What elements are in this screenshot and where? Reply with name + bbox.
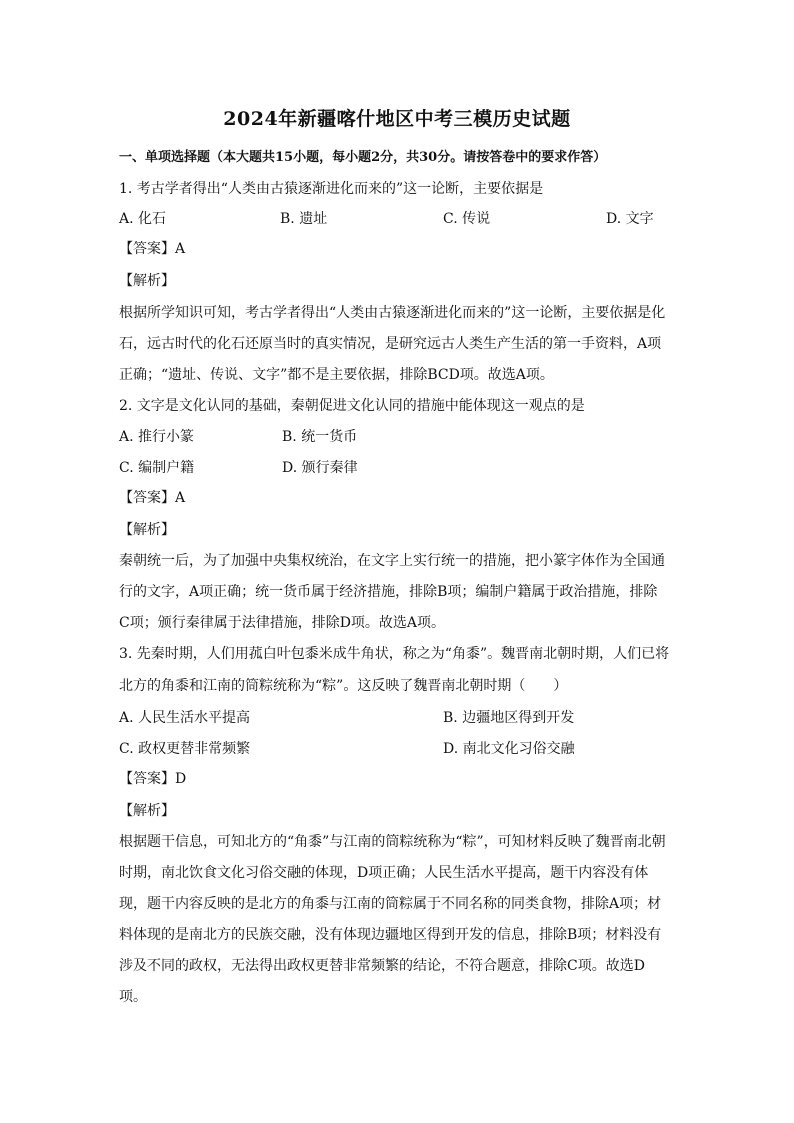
- q2-stem: 2. 文字是文化认同的基础，秦朝促进文化认同的措施中能体现这一观点的是: [119, 398, 585, 414]
- q1-stem: 1. 考古学者得出“人类由古猿逐渐进化而来的”这一论断，主要依据是: [119, 181, 544, 197]
- q2-option-b: B. 统一货币: [282, 429, 358, 445]
- answer-value: D: [175, 771, 187, 787]
- q3-option-c: C. 政权更替非常频繁: [119, 741, 251, 757]
- q2-analysis-line: 秦朝统一后，为了加强中央集权统治，在文字上实行统一的措施，把小篆字体作为全国通: [119, 553, 665, 569]
- answer-label: 【答案】: [119, 241, 175, 257]
- q3-answer: [119, 768, 186, 788]
- q3-analysis-line: 料体现的是南北方的民族交融，没有体现边疆地区得到开发的信息，排除B项；材料没有: [119, 927, 662, 943]
- q1-analysis-line: 正确；“遗址、传说、文字”都不是主要依据，排除BCD项。故选A项。: [119, 367, 554, 383]
- q3-stem: 北方的角黍和江南的筒粽统称为“粽”。这反映了魏晋南北朝时期（ ）: [119, 678, 568, 694]
- q1-analysis-label: 【解析】: [119, 273, 175, 289]
- answer-label: 【答案】: [119, 490, 175, 506]
- q3-option-d: D. 南北文化习俗交融: [443, 741, 575, 757]
- q2-analysis-line: C项；颁行秦律属于法律措施，排除D项。故选A项。: [119, 615, 446, 631]
- q3-stem: 3. 先秦时期，人们用菰白叶包黍米成牛角状，称之为“角黍”。魏晋南北朝时期，人们已将: [119, 646, 670, 662]
- q3-analysis-label: 【解析】: [119, 803, 175, 819]
- q2-analysis-label: 【解析】: [119, 522, 175, 538]
- page-title: 2024年新疆喀什地区中考三模历史试题: [223, 108, 571, 130]
- q3-analysis-line: 根据题干信息，可知北方的“角黍”与江南的筒粽统称为“粽”，可知材料反映了魏晋南北朝: [119, 834, 666, 850]
- q2-option-d: D. 颁行秦律: [282, 460, 358, 476]
- q1-analysis-line: 石，远古时代的化石还原当时的真实情况，是研究远古人类生产生活的第一手资料，A项: [119, 336, 662, 352]
- q1-analysis-line: 根据所学知识可知，考古学者得出“人类由古猿逐渐进化而来的”这一论断，主要依据是化: [119, 305, 666, 321]
- q2-answer: [119, 487, 185, 507]
- answer-value: A: [175, 241, 186, 257]
- q3-analysis-line: 现，题干内容反映的是北方的角黍与江南的筒粽属于不同名称的同类食物，排除A项；材: [119, 896, 662, 912]
- q1-option-c: C. 传说: [443, 211, 491, 227]
- q3-analysis-line: 项。: [119, 989, 147, 1005]
- section-header: 一、单项选择题（本大题共15小题，每小题2分，共30分。请按答卷中的要求作答）: [119, 150, 607, 165]
- q2-option-c: C. 编制户籍: [119, 460, 195, 476]
- q3-option-a: A. 人民生活水平提高: [119, 710, 251, 726]
- q1-option-b: B. 遗址: [280, 211, 328, 227]
- q3-analysis-line: 涉及不同的政权，无法得出政权更替非常频繁的结论，不符合题意，排除C项。故选D: [119, 958, 645, 974]
- answer-value: A: [175, 490, 186, 506]
- answer-label: 【答案】: [119, 771, 175, 787]
- q2-option-a: A. 推行小篆: [119, 429, 195, 445]
- q2-analysis-line: 行的文字，A项正确；统一货币属于经济措施，排除B项；编制户籍属于政治措施，排除: [119, 584, 658, 600]
- q1-option-a: A. 化石: [119, 211, 167, 227]
- q1-option-d: D. 文字: [606, 211, 654, 227]
- q3-analysis-line: 时期，南北饮食文化习俗交融的体现，D项正确；人民生活水平提高，题干内容没有体: [119, 865, 649, 881]
- q1-answer: [119, 238, 185, 258]
- q3-option-b: B. 边疆地区得到开发: [443, 710, 575, 726]
